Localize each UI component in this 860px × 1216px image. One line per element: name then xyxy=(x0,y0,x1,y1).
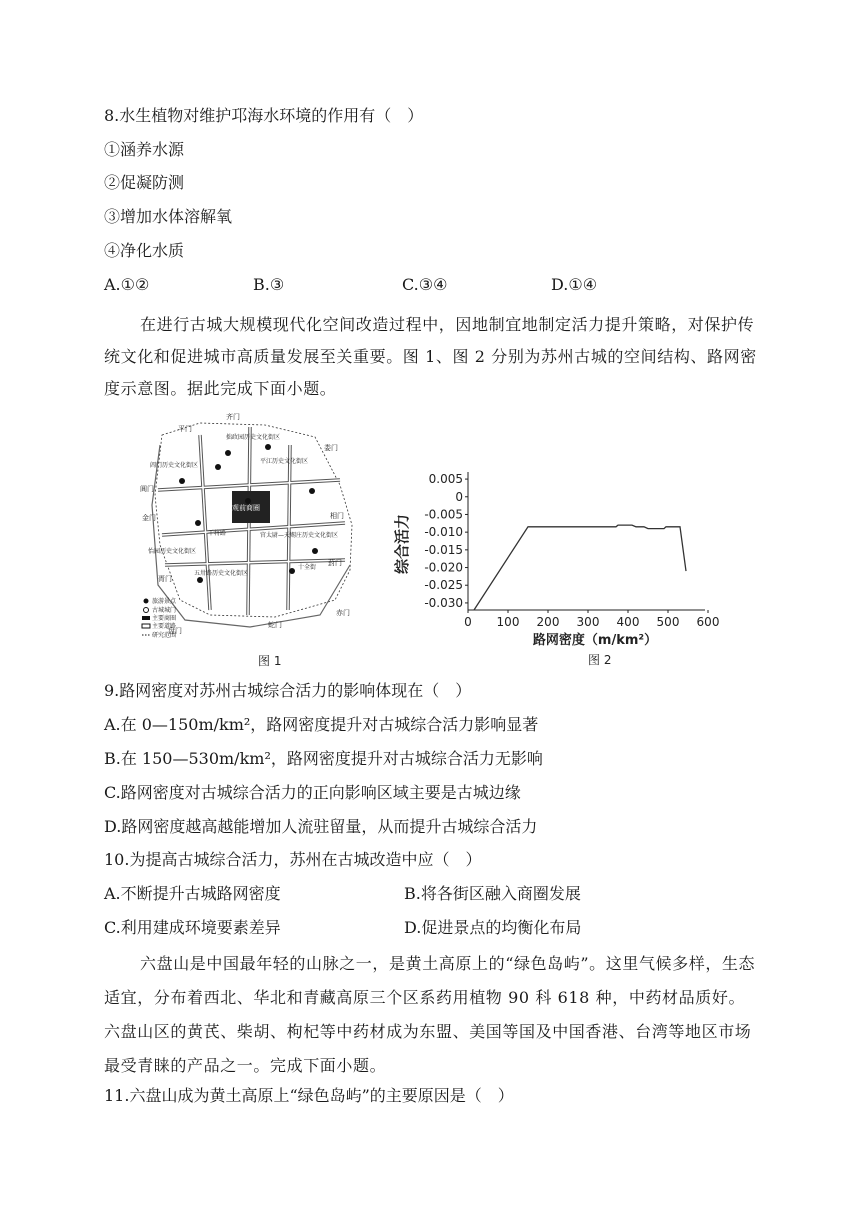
vitality-line xyxy=(474,525,686,610)
q10-option-d: D.促进景点的均衡化布局 xyxy=(404,918,582,937)
figure-1-caption: 图 1 xyxy=(258,654,282,668)
y-tick-label: -0.030 xyxy=(424,595,463,610)
q10-option-c: C.利用建成环境要素差异 xyxy=(104,918,281,937)
q10-options-row-1 xyxy=(104,883,704,905)
q11-stem: 11.六盘山成为黄土高原上“绿色岛屿”的主要原因是（ ） xyxy=(104,1086,514,1105)
q8-item-3: ③增加水体溶解氧 xyxy=(104,207,233,226)
map-legend xyxy=(142,597,177,639)
y-tick-label: -0.005 xyxy=(424,507,463,522)
y-tick-label: -0.010 xyxy=(424,525,463,540)
q8-item-1: ①涵养水源 xyxy=(104,140,185,159)
x-axis-label: 路网密度（m/km²） xyxy=(532,633,658,648)
svg-text:平门: 平门 xyxy=(178,425,192,433)
y-tick-label: -0.020 xyxy=(424,560,463,575)
figure-2-chart xyxy=(395,462,735,672)
q8-item-2: ②促凝防测 xyxy=(104,173,185,192)
svg-text:葑门: 葑门 xyxy=(328,559,342,567)
q9-option-d: D.路网密度越高越能增加人流驻留量，从而提升古城综合活力 xyxy=(104,817,538,836)
x-tick-label: 400 xyxy=(616,615,640,629)
q9-option-a: A.在 0—150m/km²，路网密度提升对古城综合活力影响显著 xyxy=(104,715,539,734)
q8-stem: 8.水生植物对维护邛海水环境的作用有（ ） xyxy=(104,106,424,125)
q8-option-c: C.③④ xyxy=(402,275,448,294)
figure-2-caption: 图 2 xyxy=(588,653,612,667)
y-tick-label: -0.015 xyxy=(424,542,463,557)
q9-option-b: B.在 150—530m/km²，路网密度提升对古城综合活力无影响 xyxy=(104,749,543,768)
q8-option-a: A.①② xyxy=(104,275,150,294)
passage-1: 在进行古城大规模现代化空间改造过程中，因地制宜地制定活力提升策略，对保护传统文化和促进城市高质量发展至关重要。图 1、图 2 分别为苏州古城的空间结构、路网密度示意图。据此完成下面小题。 xyxy=(104,315,757,398)
svg-text:平江历史文化街区: 平江历史文化街区 xyxy=(260,458,309,465)
q10-stem: 10.为提高古城综合活力，苏州在古城改造中应（ ） xyxy=(104,850,482,869)
svg-text:蛇门: 蛇门 xyxy=(268,621,282,629)
svg-text:金门: 金门 xyxy=(142,514,156,522)
x-tick-labels xyxy=(464,610,719,629)
x-tick-label: 600 xyxy=(696,615,720,629)
x-tick-label: 300 xyxy=(576,615,600,629)
svg-text:拙政园历史文化街区: 拙政园历史文化街区 xyxy=(226,434,281,441)
x-tick-label: 200 xyxy=(536,615,560,629)
svg-text:阊门: 阊门 xyxy=(140,485,154,493)
svg-text:十全街: 十全街 xyxy=(298,564,317,571)
svg-text:古城城门: 古城城门 xyxy=(152,607,177,614)
svg-text:娄门: 娄门 xyxy=(324,444,338,452)
svg-text:研究范围: 研究范围 xyxy=(152,632,177,639)
y-tick-label: -0.025 xyxy=(424,578,463,593)
svg-text:阊门历史文化街区: 阊门历史文化街区 xyxy=(150,462,199,469)
q10-option-a: A.不断提升古城路网密度 xyxy=(104,884,281,903)
q9-stem: 9.路网密度对苏州古城综合活力的影响体现在（ ） xyxy=(104,681,472,700)
svg-text:旅游景点: 旅游景点 xyxy=(152,598,177,605)
x-tick-label: 500 xyxy=(656,615,680,629)
svg-text:五卅路历史文化街区: 五卅路历史文化街区 xyxy=(194,570,249,577)
q10-option-b: B.将各街区融入商圈发展 xyxy=(404,884,581,903)
passage-2: 六盘山是中国最年轻的山脉之一，是黄土高原上的“绿色岛屿”。这里气候多样，生态适宜，分布着西北、华北和青藏高原三个区系药用植物 90 科 618 种，中药材品质好。六盘山区的黄芪、柴胡、枸杞等中药材成为东盟、美国等国及中国香港、台湾等地区市场最受青睐的产品之一。完成下面小题。 xyxy=(104,954,756,1075)
svg-text:干将路: 干将路 xyxy=(208,530,227,537)
figure-1-map xyxy=(140,405,365,670)
y-tick-label: 0 xyxy=(455,489,463,504)
svg-text:怡园历史文化街区: 怡园历史文化街区 xyxy=(148,548,197,555)
y-tick-label: 0.005 xyxy=(428,472,463,487)
x-tick-label: 100 xyxy=(496,615,520,629)
svg-text:齐门: 齐门 xyxy=(226,413,240,421)
svg-text:盘门: 盘门 xyxy=(168,627,182,635)
q8-item-4: ④净化水质 xyxy=(104,241,185,260)
center-label: 观前商圈 xyxy=(232,504,260,512)
svg-text:相门: 相门 xyxy=(330,512,344,520)
q8-options xyxy=(104,274,700,296)
x-tick-label: 0 xyxy=(464,615,472,629)
svg-text:主要商圈: 主要商圈 xyxy=(152,615,177,622)
svg-text:赤门: 赤门 xyxy=(336,609,350,617)
q8-option-d: D.①④ xyxy=(551,275,598,294)
q9-option-c: C.路网密度对古城综合活力的正向影响区域主要是古城边缘 xyxy=(104,783,521,802)
y-tick-labels xyxy=(424,472,468,610)
q8-option-b: B.③ xyxy=(253,275,285,294)
svg-text:主要道路: 主要道路 xyxy=(152,623,177,630)
svg-text:官太尉—天赐庄历史文化街区: 官太尉—天赐庄历史文化街区 xyxy=(260,532,339,539)
y-axis-label: 综合活力 xyxy=(393,513,411,575)
svg-text:胥门: 胥门 xyxy=(158,575,172,583)
q10-options-row-2 xyxy=(104,917,704,939)
